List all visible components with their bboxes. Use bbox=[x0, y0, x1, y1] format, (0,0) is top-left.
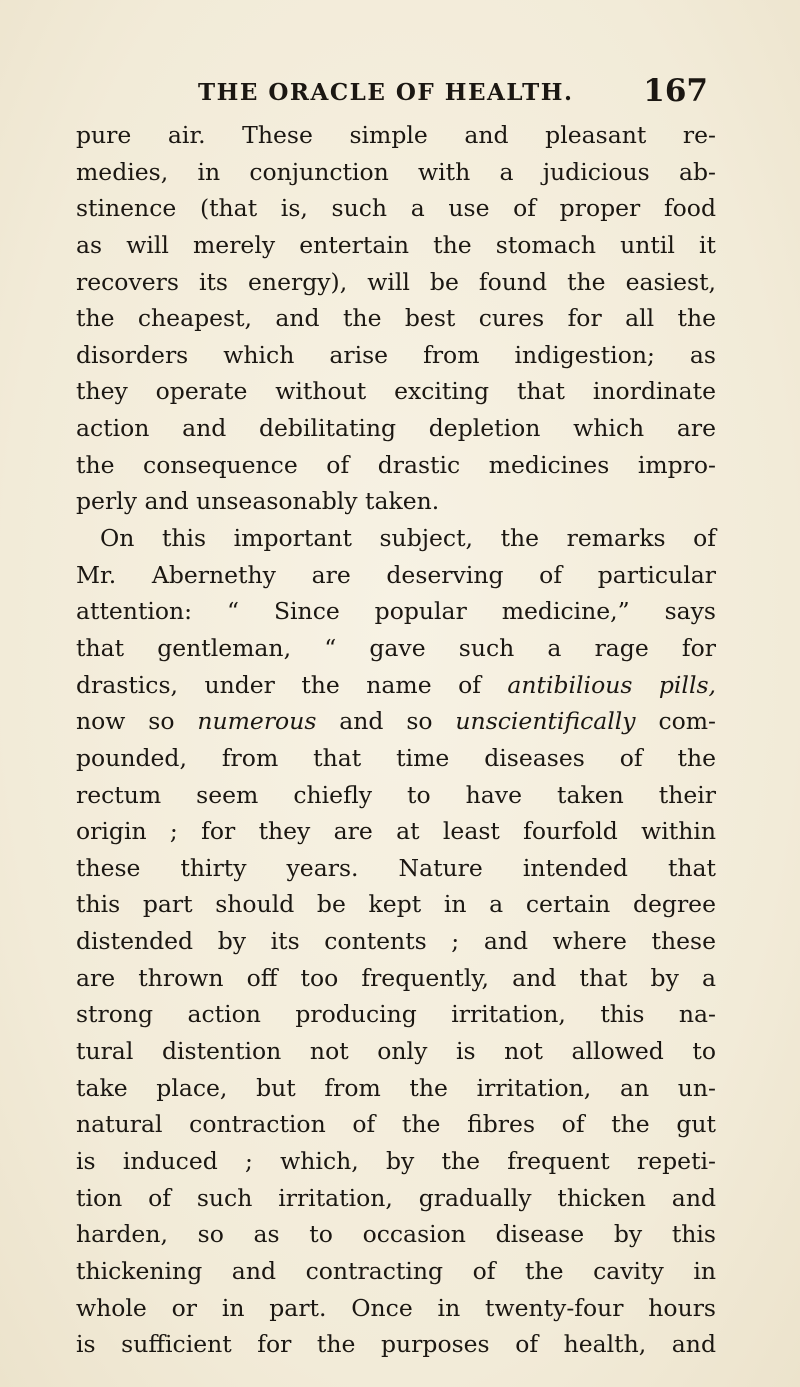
text-segment: is sufficient for the purposes of health, and bbox=[76, 1330, 716, 1359]
text-line bbox=[76, 630, 716, 667]
text-segment: stinence (that is, such a use of proper food bbox=[76, 194, 716, 223]
text-segment: strong action producing irritation, this na- bbox=[76, 1000, 716, 1029]
text-segment: medies, in conjunction with a judicious ab- bbox=[76, 157, 716, 186]
page-number: 167 bbox=[643, 73, 708, 109]
text-line bbox=[76, 740, 716, 777]
text-segment: the consequence of drastic medicines impro- bbox=[76, 450, 716, 479]
text-line bbox=[76, 154, 716, 191]
text-line bbox=[76, 520, 716, 557]
text-segment: rectum seem chiefly to have taken their bbox=[76, 780, 716, 809]
text-segment: take place, but from the irritation, an un- bbox=[76, 1073, 716, 1102]
text-line bbox=[76, 337, 716, 374]
text-line bbox=[76, 850, 716, 887]
text-line bbox=[76, 667, 716, 704]
text-segment: recovers its energy), will be found the easiest, bbox=[76, 267, 716, 296]
text-segment: are thrown off too frequently, and that by a bbox=[76, 963, 716, 992]
text-line bbox=[76, 1180, 716, 1217]
text-segment: harden, so as to occasion disease by this bbox=[76, 1220, 716, 1249]
text-line bbox=[76, 1033, 716, 1070]
text-line bbox=[76, 923, 716, 960]
text-line bbox=[76, 410, 716, 447]
text-segment: Mr. Abernethy are deserving of particular bbox=[76, 560, 716, 589]
text-segment: drastics, under the name of bbox=[76, 670, 508, 699]
text-segment: thickening and contracting of the cavity in bbox=[76, 1256, 716, 1285]
text-line bbox=[76, 300, 716, 337]
text-segment: these thirty years. Nature intended that bbox=[76, 853, 716, 882]
italic-text: unscientifically bbox=[455, 707, 636, 736]
italic-text: antibilious pills, bbox=[507, 670, 716, 699]
text-line bbox=[76, 593, 716, 630]
text-line bbox=[76, 1143, 716, 1180]
text-line bbox=[76, 117, 716, 154]
text-segment: action and debilitating depletion which are bbox=[76, 414, 716, 443]
text-line bbox=[76, 373, 716, 410]
text-segment: tion of such irritation, gradually thicken and bbox=[76, 1183, 716, 1212]
text-segment: this part should be kept in a certain degree bbox=[76, 890, 716, 919]
text-line bbox=[76, 886, 716, 923]
text-segment: natural contraction of the fibres of the gut bbox=[76, 1110, 716, 1139]
text-segment: com- bbox=[635, 707, 716, 736]
text-line bbox=[76, 483, 716, 520]
text-segment: the cheapest, and the best cures for all the bbox=[76, 304, 716, 333]
running-head bbox=[198, 73, 708, 113]
text-line bbox=[76, 703, 716, 740]
text-line bbox=[76, 996, 716, 1033]
text-line bbox=[76, 190, 716, 227]
text-segment: On this important subject, the remarks of bbox=[100, 524, 716, 553]
text-segment: is induced ; which, by the frequent repeti- bbox=[76, 1146, 716, 1175]
text-line bbox=[76, 557, 716, 594]
text-segment: perly and unseasonably taken. bbox=[76, 487, 440, 516]
body-text bbox=[76, 117, 716, 1363]
text-segment: pounded, from that time diseases of the bbox=[76, 743, 716, 772]
text-line bbox=[76, 1106, 716, 1143]
text-line bbox=[76, 1216, 716, 1253]
text-line bbox=[76, 777, 716, 814]
text-segment: pure air. These simple and pleasant re- bbox=[76, 121, 716, 149]
text-segment: they operate without exciting that inordinate bbox=[76, 377, 716, 406]
text-segment: distended by its contents ; and where these bbox=[76, 927, 716, 956]
text-segment: as will merely entertain the stomach until it bbox=[76, 230, 716, 259]
text-line bbox=[76, 1070, 716, 1107]
italic-text: numerous bbox=[197, 707, 317, 736]
text-line bbox=[76, 1326, 716, 1363]
text-line bbox=[76, 1253, 716, 1290]
running-title: THE ORACLE OF HEALTH. bbox=[198, 79, 574, 106]
text-segment: disorders which arise from indigestion; as bbox=[76, 340, 716, 369]
text-segment: and so bbox=[316, 707, 456, 736]
text-segment: now so bbox=[76, 707, 198, 736]
text-segment: whole or in part. Once in twenty-four hours bbox=[76, 1293, 716, 1322]
text-line bbox=[76, 1290, 716, 1327]
text-line bbox=[76, 813, 716, 850]
text-line bbox=[76, 960, 716, 997]
text-segment: that gentleman, “ gave such a rage for bbox=[76, 633, 716, 662]
text-line bbox=[76, 227, 716, 264]
text-segment: origin ; for they are at least fourfold within bbox=[76, 817, 716, 846]
text-line bbox=[76, 264, 716, 301]
text-segment: attention: “ Since popular medicine,” says bbox=[76, 597, 716, 626]
text-line bbox=[76, 447, 716, 484]
text-segment: tural distention not only is not allowed to bbox=[76, 1037, 716, 1066]
